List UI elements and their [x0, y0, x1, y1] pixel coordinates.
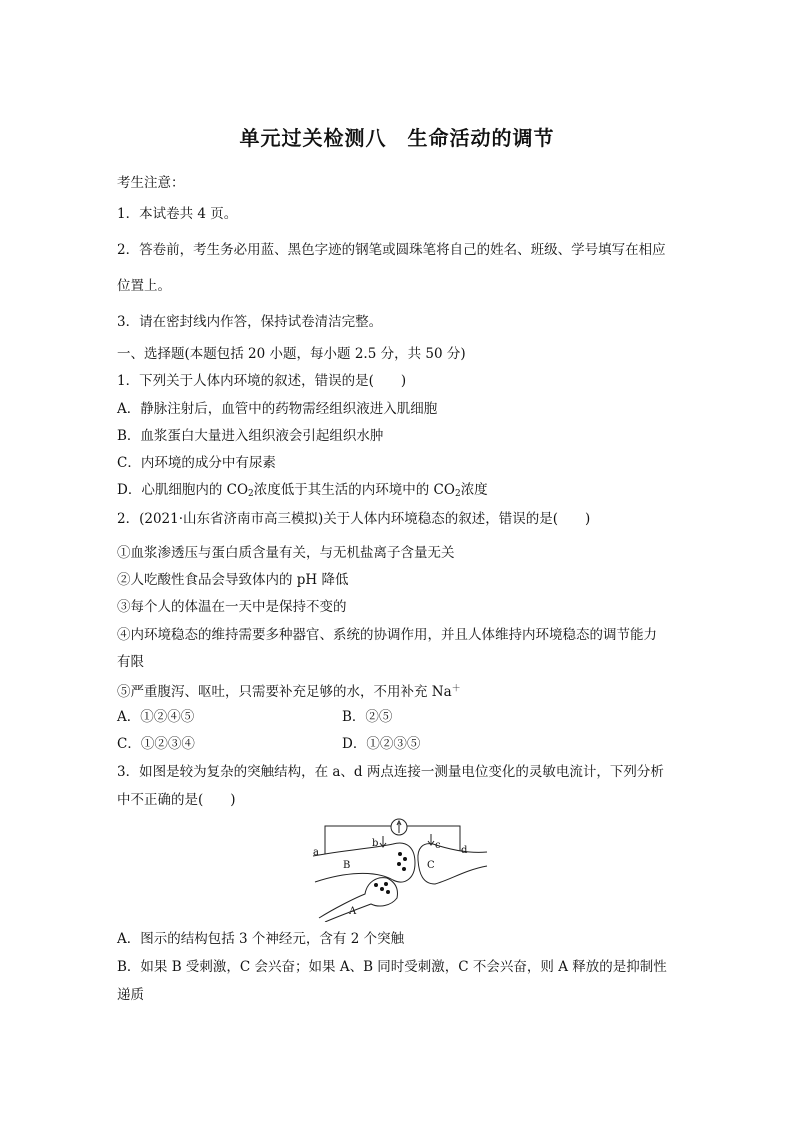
notice-item-1: 1．本试卷共 4 页。 [117, 206, 238, 222]
section-heading: 一、选择题(本题包括 20 小题，每小题 2.5 分，共 50 分) [117, 346, 466, 362]
synapse-diagram [305, 818, 495, 922]
notice-item-2-cont: 位置上。 [117, 278, 171, 294]
label-neuron-b: B [343, 860, 351, 871]
q3-option-a: A．图示的结构包括 3 个神经元，含有 2 个突触 [117, 931, 405, 947]
q2-statement-1: ①血浆渗透压与蛋白质含量有关，与无机盐离子含量无关 [117, 545, 455, 561]
q2-statement-2: ②人吃酸性食品会导致体内的 pH 降低 [117, 572, 349, 588]
vesicle [374, 883, 378, 887]
vesicle [386, 890, 390, 894]
q3-option-b-cont: 递质 [117, 987, 144, 1003]
q1-option-c: C．内环境的成分中有尿素 [117, 455, 276, 471]
q2-option-d: D．①②③⑤ [342, 736, 421, 752]
vesicle [403, 857, 407, 861]
q2-option-a: A．①②④⑤ [117, 709, 195, 725]
label-d: d [461, 845, 468, 856]
label-c: c [435, 840, 441, 851]
vesicle [380, 887, 384, 891]
q1-option-b: B．血浆蛋白大量进入组织液会引起组织水肿 [117, 428, 384, 444]
label-neuron-c: C [427, 860, 435, 871]
q2-option-c: C．①②③④ [117, 736, 195, 752]
vesicle [397, 862, 401, 866]
q2-statement-4: ④内环境稳态的维持需要多种器官、系统的协调作用，并且人体维持内环境稳态的调节能力 [117, 627, 657, 643]
label-b: b [372, 838, 379, 849]
q1-option-d: D．心肌细胞内的 $CO_2$浓度低于其生活的内环境中的 $CO_2$浓度 [117, 482, 488, 499]
galvanometer-needle [397, 821, 401, 833]
label-neuron-a: A [349, 906, 357, 917]
q3-option-b: B．如果 B 受刺激，C 会兴奋；如果 A、B 同时受刺激，C 不会兴奋，则 A 释放的是抑制性 [117, 959, 667, 975]
q2-statement-3: ③每个人的体温在一天中是保持不变的 [117, 599, 347, 615]
vesicle [384, 882, 388, 886]
notice-heading: 考生注意： [117, 175, 185, 191]
q2-stem: 2．(2021·山东省济南市高三模拟)关于人体内环境稳态的叙述，错误的是( ) [117, 511, 591, 527]
vesicle [398, 852, 402, 856]
q1-stem: 1．下列关于人体内环境的叙述，错误的是( ) [117, 373, 407, 389]
vesicle [402, 867, 406, 871]
q3-stem: 3．如图是较为复杂的突触结构，在 a、d 两点连接一测量电位变化的灵敏电流计，下列分析 [117, 764, 664, 780]
notice-item-2: 2．答卷前，考生务必用蓝、黑色字迹的钢笔或圆珠笔将自己的姓名、班级、学号填写在相应 [117, 242, 666, 258]
q3-stem-cont: 中不正确的是( ) [117, 792, 236, 808]
notice-item-3: 3．请在密封线内作答，保持试卷清洁完整。 [117, 314, 383, 330]
label-a: a [313, 847, 319, 858]
page-title: 单元过关检测八 生命活动的调节 [239, 126, 555, 150]
q2-statement-5: ⑤严重腹泻、呕吐，只需要补充足够的水，不用补充 Na＋ [117, 684, 461, 700]
q2-option-b: B．②⑤ [342, 709, 393, 725]
q1-option-a: A．静脉注射后，血管中的药物需经组织液进入肌细胞 [117, 401, 438, 417]
q2-statement-4-cont: 有限 [117, 654, 144, 670]
